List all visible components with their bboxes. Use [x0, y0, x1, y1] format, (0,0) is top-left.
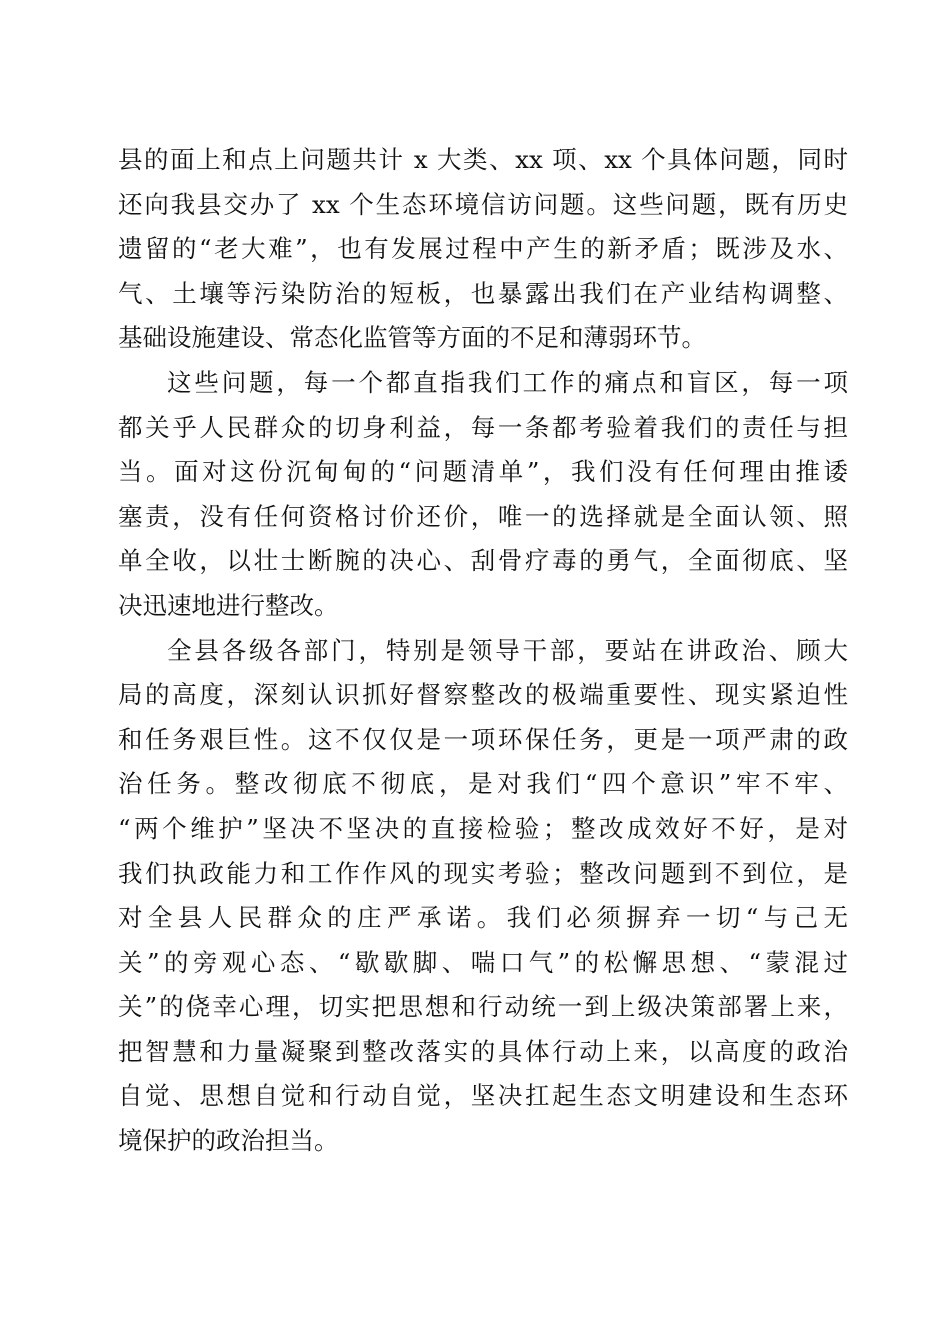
paragraph-3-line-9: 关”的侥幸心理，切实把思想和行动统一到上级决策部署上来， — [118, 992, 848, 1022]
paragraph-2-line-4: 塞责，没有任何资格讨价还价，唯一的选择就是全面认领、照 — [118, 501, 848, 531]
paragraph-3-line-3: 和任务艰巨性。这不仅仅是一项环保任务，更是一项严肃的政 — [118, 724, 848, 754]
document-body — [118, 138, 848, 1164]
paragraph-3-line-8: 关”的旁观心态、“歇歇脚、喘口气”的松懈思想、“蒙混过 — [118, 947, 848, 977]
paragraph-2-line-1: 这些问题，每一个都直指我们工作的痛点和盲区，每一项 — [167, 367, 848, 397]
paragraph-3-line-7: 对全县人民群众的庄严承诺。我们必须摒弃一切“与己无 — [118, 903, 848, 933]
paragraph-3-line-5: “两个维护”坚决不坚决的直接检验；整改成效好不好，是对 — [118, 813, 848, 843]
paragraph-3-line-1: 全县各级各部门，特别是领导干部，要站在讲政治、顾大 — [167, 635, 848, 665]
paragraph-2-line-3: 当。面对这份沉甸甸的“问题清单”，我们没有任何理由推诿 — [118, 457, 848, 487]
paragraph-1-line-3: 遗留的“老大难”，也有发展过程中产生的新矛盾；既涉及水、 — [118, 234, 848, 264]
paragraph-2-line-6: 决迅速地进行整改。 — [118, 590, 339, 620]
paragraph-1-line-5: 基础设施建设、常态化监管等方面的不足和薄弱环节。 — [118, 323, 706, 353]
paragraph-2-line-2: 都关乎人民群众的切身利益，每一条都考验着我们的责任与担 — [118, 412, 848, 442]
paragraph-3-line-4: 治任务。整改彻底不彻底，是对我们“四个意识”牢不牢、 — [118, 769, 848, 799]
paragraph-1-line-4: 气、土壤等污染防治的短板，也暴露出我们在产业结构调整、 — [118, 278, 848, 308]
paragraph-1-line-1: 县的面上和点上问题共计 x 大类、xx 项、xx 个具体问题，同时 — [118, 145, 848, 174]
paragraph-3-line-2: 局的高度，深刻认识抓好督察整改的极端重要性、现实紧迫性 — [118, 680, 848, 710]
paragraph-2-line-5: 单全收，以壮士断腕的决心、刮骨疗毒的勇气，全面彻底、坚 — [118, 546, 848, 576]
paragraph-3-line-12: 境保护的政治担当。 — [118, 1126, 339, 1156]
paragraph-3-line-11: 自觉、思想自觉和行动自觉，坚决扛起生态文明建设和生态环 — [118, 1081, 848, 1111]
paragraph-1-line-2: 还向我县交办了 xx 个生态环境信访问题。这些问题，既有历史 — [118, 189, 848, 219]
paragraph-3-line-10: 把智慧和力量凝聚到整改落实的具体行动上来，以高度的政治 — [118, 1036, 848, 1066]
paragraph-3-line-6: 我们执政能力和工作作风的现实考验；整改问题到不到位，是 — [118, 858, 848, 888]
